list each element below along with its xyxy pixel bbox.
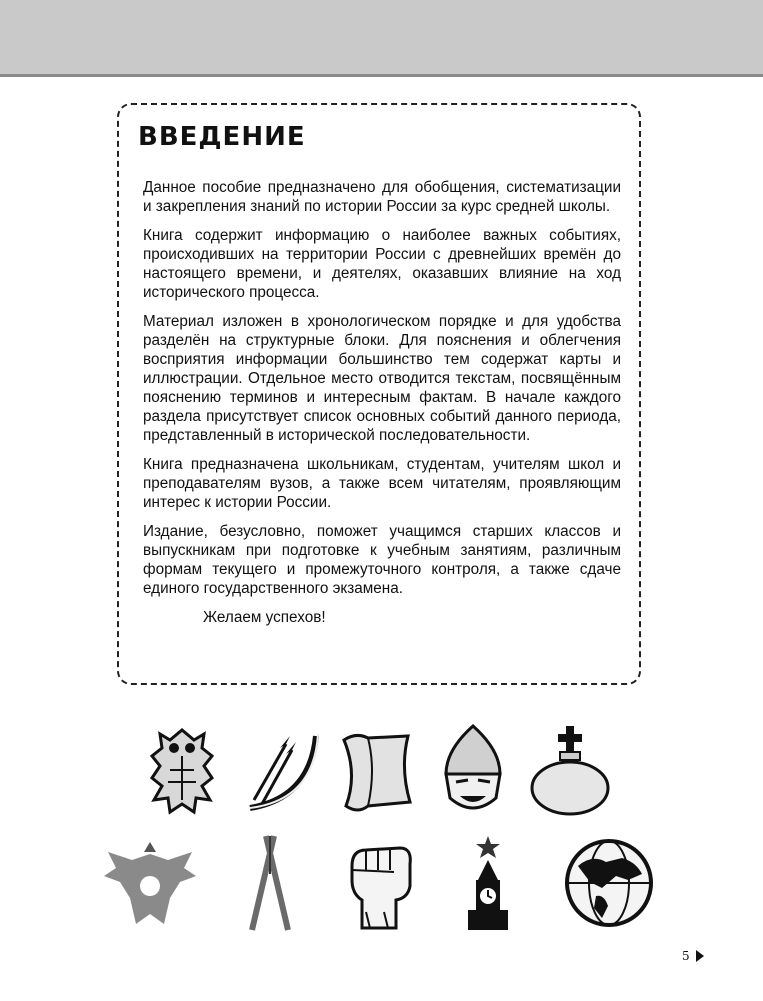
animal-pelt-icon <box>146 726 218 816</box>
kremlin-tower-icon <box>458 834 518 932</box>
paragraph: Книга содержит информацию о наиболее важных событиях, происходивших на территории России с древнейших времён до настоящего времени, и деятелях, оказавших влияние на ход исторического процесса. <box>143 227 621 301</box>
closing-wish: Желаем успехов! <box>203 609 326 626</box>
page-title: ВВЕДЕНИЕ <box>138 122 306 152</box>
next-page-icon[interactable] <box>696 950 704 962</box>
bow-and-arrows-icon <box>240 728 324 814</box>
scroll-icon <box>338 728 420 814</box>
crossed-rifles-icon <box>240 834 300 934</box>
header-band <box>0 0 763 77</box>
double-headed-eagle-icon <box>100 834 200 930</box>
globe-icon <box>562 836 656 930</box>
paragraph: Издание, безусловно, поможет учащимся старших классов и выпускникам при подготовке к учебным занятиям, различным формам текущего и промежуточного контроля, а также сдаче единого государственного экзамена. <box>143 523 621 597</box>
orb-icon <box>528 722 612 818</box>
paragraph: Данное пособие предназначено для обобщения, систематизации и закрепления знаний по истории России за курс средней школы. <box>143 179 621 215</box>
icon-row-top <box>100 722 660 822</box>
page-number: 5 <box>682 949 690 963</box>
raised-fist-icon <box>344 836 416 932</box>
paragraph: Материал изложен в хронологическом порядке и для удобства разделён на структурные блоки. Для пояснения и облегчения восприятия информации большинство тем содержат карты и иллюстрации. Отдельное место отводится текстам, посвящённым пояснению терминов и интересным фактам. В начале каждого раздела присутствует список основных событий данного периода, представленный в исторической последовательности. <box>143 313 621 444</box>
paragraph: Книга предназначена школьникам, студентам, учителям школ и преподавателям вузов, а также всем читателям, проявляющим интерес к истории России. <box>143 456 621 511</box>
icon-row-bottom <box>100 834 660 934</box>
helmet-warrior-icon <box>438 722 508 818</box>
intro-body <box>143 178 621 637</box>
